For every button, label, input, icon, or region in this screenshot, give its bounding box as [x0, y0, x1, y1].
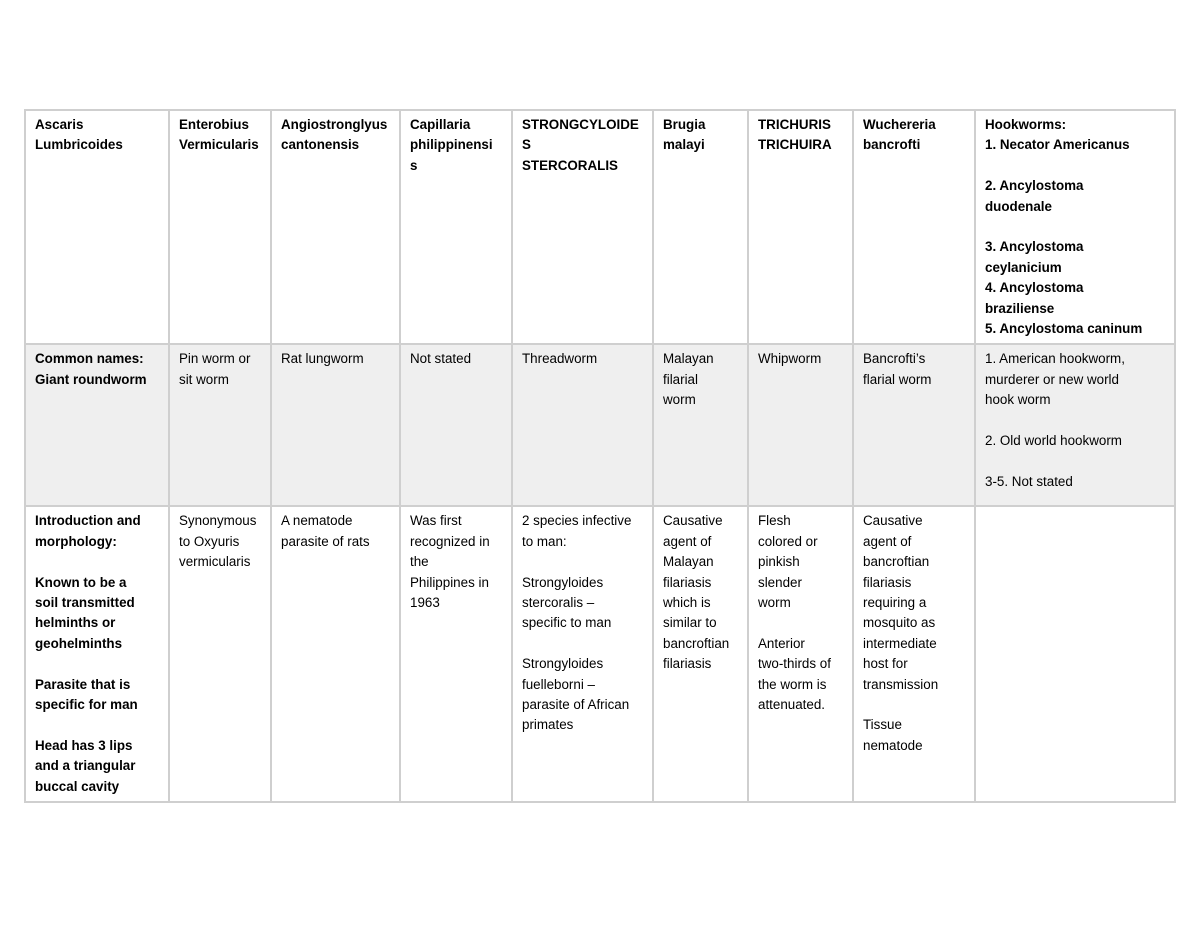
cell-line: soil transmitted: [35, 595, 135, 611]
cell-line: recognized in: [410, 533, 490, 549]
cell-line: malayi: [663, 137, 705, 153]
cell-line: mosquito as: [863, 615, 936, 631]
cell-line: Vermicularis: [179, 137, 259, 153]
cell-line: worm: [758, 595, 791, 611]
cell-line: Whipworm: [758, 351, 822, 367]
cell-line: 2. Old world hookworm: [985, 433, 1122, 449]
table-cell: [169, 110, 271, 344]
cell-line: TRICHURIS: [758, 117, 831, 132]
cell-line: 2. Ancylostoma: [985, 178, 1084, 194]
cell-line: intermediate: [863, 635, 937, 651]
cell-line: agent of: [863, 533, 912, 549]
cell-line: Synonymous: [179, 513, 257, 529]
cell-line: Common names:: [35, 351, 144, 367]
cell-line: bancrofti: [863, 137, 921, 153]
table-cell: [271, 110, 400, 344]
cell-line: helminths or: [35, 615, 116, 631]
cell-line: to man:: [522, 533, 567, 549]
cell-line: colored or: [758, 533, 818, 549]
table-cell: [512, 344, 653, 506]
table-cell: [271, 344, 400, 506]
cell-line: braziliense: [985, 300, 1055, 316]
cell-line: [985, 156, 1166, 176]
table-cell: [748, 344, 853, 506]
table-cell: [748, 110, 853, 344]
cell-line: flarial worm: [863, 371, 932, 387]
cell-line: Threadworm: [522, 351, 598, 367]
cell-line: STERCORALIS: [522, 157, 618, 173]
cell-line: Wuchereria: [863, 117, 936, 132]
introduction-row: [25, 506, 1175, 802]
cell-line: buccal cavity: [35, 778, 120, 794]
cell-line: 1963: [410, 595, 440, 611]
cell-line: which is: [663, 595, 711, 611]
cell-line: requiring a: [863, 595, 927, 611]
cell-line: cantonensis: [281, 137, 360, 153]
table-cell: [512, 506, 653, 802]
cell-line: sit worm: [179, 371, 229, 387]
cell-line: Angiostronglyus: [281, 117, 388, 132]
table-cell: [169, 344, 271, 506]
cell-line: pinkish: [758, 554, 800, 570]
cell-line: [985, 411, 1166, 431]
cell-line: Parasite that is: [35, 676, 131, 692]
table-cell: [25, 344, 169, 506]
cell-line: Malayan: [663, 554, 714, 570]
cell-line: [35, 715, 160, 735]
cell-line: 2 species infective: [522, 513, 632, 529]
table-cell: [653, 110, 748, 344]
cell-line: Ascaris: [35, 117, 84, 132]
table-cell: [271, 506, 400, 802]
cell-line: filariasis: [663, 574, 712, 590]
cell-line: Rat lungworm: [281, 351, 364, 367]
cell-line: fuelleborni –: [522, 676, 595, 692]
cell-line: morphology:: [35, 533, 117, 549]
cell-line: 1. Necator Americanus: [985, 137, 1130, 153]
table-cell: [748, 506, 853, 802]
cell-line: Causative: [863, 513, 923, 529]
cell-line: Causative: [663, 513, 723, 529]
cell-line: 5. Ancylostoma caninum: [985, 321, 1143, 337]
cell-line: worm: [663, 392, 696, 408]
table-cell: [653, 506, 748, 802]
cell-line: 3. Ancylostoma: [985, 239, 1084, 255]
cell-line: vermicularis: [179, 554, 251, 570]
cell-line: Strongyloides: [522, 574, 604, 590]
cell-line: [985, 451, 1166, 471]
cell-line: nematode: [863, 737, 923, 753]
cell-line: Hookworms:: [985, 117, 1067, 132]
table-cell: [975, 506, 1175, 802]
table-cell: [400, 506, 512, 802]
cell-line: [35, 654, 160, 674]
cell-line: Strongyloides: [522, 656, 604, 672]
table-cell: [853, 110, 975, 344]
cell-line: stercoralis –: [522, 595, 595, 611]
cell-line: [522, 552, 644, 572]
cell-line: s: [410, 157, 418, 173]
cell-line: Anterior: [758, 635, 805, 651]
cell-line: 3-5. Not stated: [985, 473, 1073, 489]
cell-line: Known to be a: [35, 574, 127, 590]
cell-line: primates: [522, 717, 574, 733]
cell-line: filariasis: [863, 574, 912, 590]
cell-line: slender: [758, 574, 802, 590]
cell-line: Introduction and: [35, 513, 141, 529]
table-cell: [975, 344, 1175, 506]
cell-line: Was first: [410, 513, 462, 529]
table-cell: [853, 344, 975, 506]
table-cell: [169, 506, 271, 802]
cell-line: specific to man: [522, 615, 612, 631]
cell-line: [758, 613, 844, 633]
cell-line: Malayan: [663, 351, 714, 367]
cell-line: and a triangular: [35, 758, 136, 774]
cell-line: bancroftian: [663, 635, 730, 651]
cell-line: A nematode: [281, 513, 353, 529]
cell-line: attenuated.: [758, 697, 826, 713]
nematode-comparison-table: [24, 109, 1176, 803]
cell-line: Philippines in: [410, 574, 489, 590]
cell-line: Lumbricoides: [35, 137, 123, 153]
cell-line: filarial: [663, 371, 698, 387]
cell-line: Bancrofti’s: [863, 351, 926, 367]
cell-line: transmission: [863, 676, 939, 692]
cell-line: 4. Ancylostoma: [985, 280, 1084, 296]
cell-line: [985, 217, 1166, 237]
cell-line: agent of: [663, 533, 712, 549]
cell-line: specific for man: [35, 697, 138, 713]
cell-line: host for: [863, 656, 908, 672]
cell-line: ceylanicium: [985, 259, 1062, 275]
cell-line: Tissue: [863, 717, 902, 733]
cell-line: murderer or new world: [985, 371, 1119, 387]
common-names-row: [25, 344, 1175, 506]
cell-line: Enterobius: [179, 117, 249, 132]
header-row: [25, 110, 1175, 344]
cell-line: [35, 552, 160, 572]
cell-line: Head has 3 lips: [35, 737, 133, 753]
cell-line: TRICHUIRA: [758, 137, 832, 153]
cell-line: Capillaria: [410, 117, 471, 132]
cell-line: Not stated: [410, 351, 472, 367]
cell-line: the worm is: [758, 676, 827, 692]
cell-line: [522, 634, 644, 654]
table-cell: [400, 344, 512, 506]
cell-line: to Oxyuris: [179, 533, 240, 549]
cell-line: philippinensi: [410, 137, 493, 153]
cell-line: bancroftian: [863, 554, 930, 570]
cell-line: parasite of rats: [281, 533, 370, 549]
cell-line: Giant roundworm: [35, 371, 147, 387]
table-cell: [653, 344, 748, 506]
cell-line: Pin worm or: [179, 351, 251, 367]
cell-line: parasite of African: [522, 697, 630, 713]
table-cell: [975, 110, 1175, 344]
table-cell: [512, 110, 653, 344]
cell-line: 1. American hookworm,: [985, 351, 1125, 367]
cell-line: filariasis: [663, 656, 712, 672]
cell-line: Flesh: [758, 513, 791, 529]
table-cell: [400, 110, 512, 344]
cell-line: STRONGCYLOIDES: [522, 117, 639, 153]
table-cell: [25, 110, 169, 344]
table-cell: [25, 506, 169, 802]
cell-line: hook worm: [985, 392, 1051, 408]
cell-line: two-thirds of: [758, 656, 831, 672]
cell-line: the: [410, 554, 429, 570]
cell-line: similar to: [663, 615, 717, 631]
table-cell: [853, 506, 975, 802]
cell-line: Brugia: [663, 117, 706, 132]
cell-line: geohelminths: [35, 635, 123, 651]
cell-line: duodenale: [985, 198, 1052, 214]
cell-line: [863, 695, 966, 715]
